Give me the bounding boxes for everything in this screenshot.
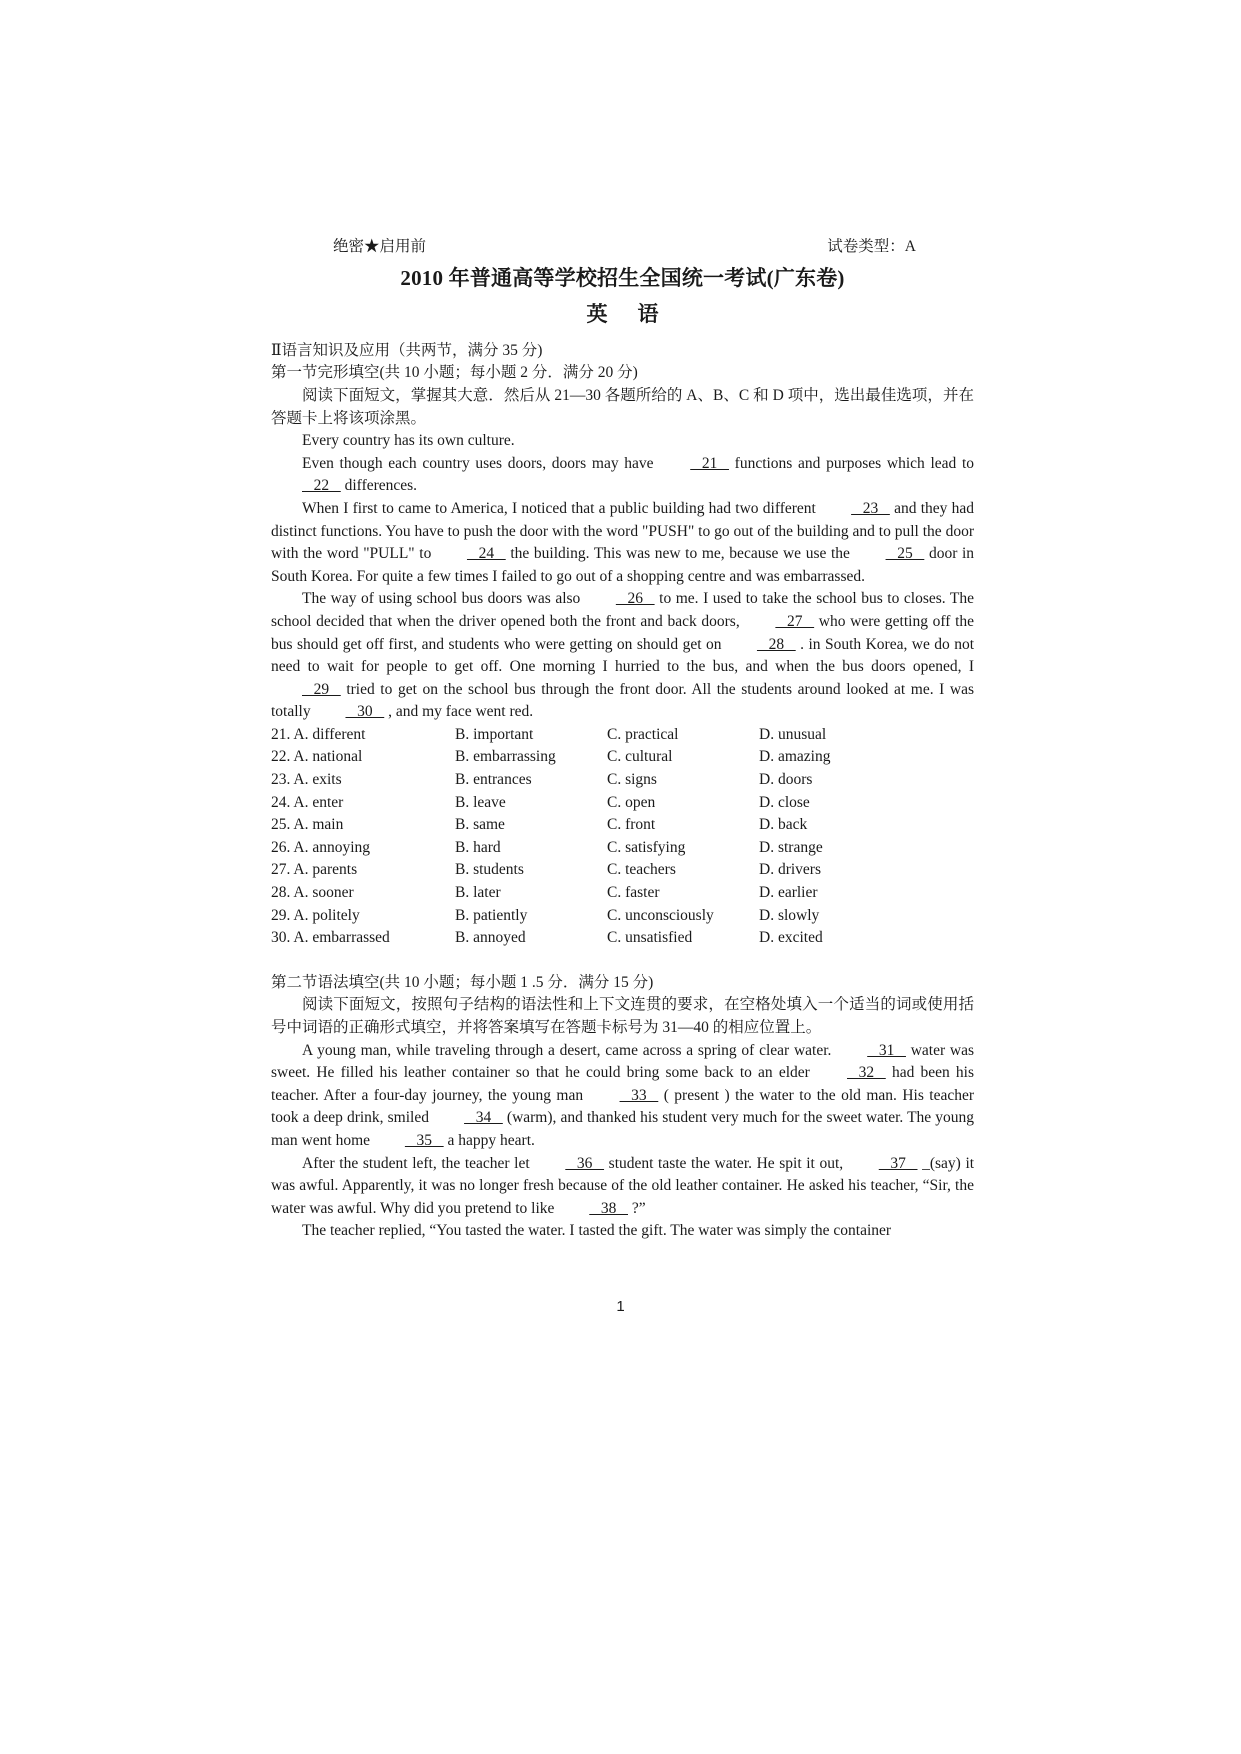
passage1-para1: Every country has its own culture. [302,432,515,450]
option: B. leave [455,793,506,811]
header [271,236,974,259]
option: C. front [607,816,656,834]
option: D. slowly [759,906,820,924]
option: 27. A. parents [271,861,358,879]
option: C. faster [607,884,660,902]
option: 30. A. embarrassed [271,929,390,947]
option: 26. A. annoying [271,838,371,856]
options-table [271,724,974,950]
subject-title: 英语 [586,302,689,327]
blank-32: 32 [847,1064,886,1082]
option: 21. A. different [271,725,366,743]
blank-34: 34 [464,1109,503,1127]
passage1-para4: The way of using school bus doors was also 26 to me. I used to take the school bus to closes. The school decided that when the driver opened both the front and back doors, 27 who were getting off the bus should get off first, and students who were getting on should get on 28 . in South Korea, we do not need to wait for people to get off. One morning I hurried to the bus, and when the bus doors opened, I 29 tried to get on the school bus through the front door. All the students around looked at me. I was totally 30 , and my face went red. [271,588,974,724]
blank-30: 30 [345,703,385,721]
option: 23. A. exits [271,771,342,789]
blank-24: 24 [466,545,506,563]
option: 28. A. sooner [271,884,354,902]
option: D. back [759,816,808,834]
part2-title: 第二节语法填空(共 10 小题；每小题 1 .5 分．满分 15 分) [271,973,654,991]
blank-26: 26 [615,590,655,608]
option: 22. A. national [271,748,363,766]
passage1-para3: When I first to came to America, I noticed that a public building had two different 23 and they had distinct functions. You have to push the door with the word "PUSH" to go out of the building and to pull the door with the word "PULL" to 24 the building. This was new to me, because we use the 25 door in South Korea. For quite a few times I failed to go out of a shopping centre and was embarrassed. [271,499,975,585]
blank-35: 35 [404,1131,444,1149]
paper-type-label: 试卷类型：A [827,238,916,255]
blank-22: 22 [302,477,341,495]
option: C. cultural [607,748,673,766]
option: B. annoyed [455,929,526,947]
option: D. excited [759,929,823,947]
blank-33: 33 [619,1086,659,1104]
part1-instructions: 阅读下面短文，掌握其大意．然后从 21—30 各题所给的 A、B、C 和 D 项中，选出最佳选项，并在答题卡上将该项涂黑。 [271,386,974,427]
part2-instructions: 阅读下面短文，按照句子结构的语法性和上下文连贯的要求，在空格处填入一个适当的词或使用括号中词语的正确形式填空，并将答案填写在答题卡标号为 31—40 的相应位置上。 [271,996,974,1036]
option: B. same [455,816,505,834]
option: C. practical [607,725,679,743]
option: C. unsatisfied [607,929,693,947]
option: D. strange [759,838,823,856]
option: B. important [455,725,534,743]
passage2-para3: The teacher replied, “You tasted the water. I tasted the gift. The water was simply the container [302,1222,892,1240]
option: 25. A. main [271,816,344,834]
option: D. amazing [759,748,831,766]
option: D. close [759,793,810,811]
exam-content [271,236,974,1243]
option: B. entrances [455,771,532,789]
passage2-para1: A young man, while traveling through a desert, came across a spring of clear water. 31 water was sweet. He filled his leather container so that he could bring some back to an elder 32 had been his teacher. After a four-day journey, the young man 33 ( present ) the water to the old man. His teacher took a deep drink, smiled 34 (warm), and thanked his student very much for the sweet water. The young man went home 35 a happy heart. [271,1040,974,1153]
option: D. drivers [759,861,821,879]
blank-37: 37 [878,1154,918,1172]
option: B. students [455,861,524,879]
option: C. open [607,793,656,811]
option: C. satisfying [607,838,686,856]
spacer [271,950,974,972]
option: D. earlier [759,884,818,902]
option: C. unconsciously [607,906,714,924]
page-number: 1 [616,1298,625,1315]
option: B. embarrassing [455,748,556,766]
option: B. patiently [455,906,528,924]
option: 29. A. politely [271,906,360,924]
section-title: Ⅱ语言知识及应用（共两节，满分 35 分) [271,341,543,359]
option: B. later [455,884,501,902]
exam-title: 2010 年普通高等学校招生全国统一考试(广东卷) [400,265,845,290]
option: C. signs [607,771,657,789]
option: D. doors [759,771,813,789]
blank-28: 28 [756,635,796,653]
blank-36: 36 [565,1154,605,1172]
blank-38: 38 [589,1199,628,1217]
option: C. teachers [607,861,676,879]
option: B. hard [455,838,501,856]
confidential-label: 绝密★启用前 [333,238,427,255]
passage1-para2: Even though each country uses doors, doors may have 21 functions and purposes which lead to 22 differences. [271,453,974,498]
blank-23: 23 [851,499,890,517]
blank-29: 29 [302,680,341,698]
blank-31: 31 [867,1041,906,1059]
option: D. unusual [759,725,827,743]
part1-title: 第一节完形填空(共 10 小题；每小题 2 分．满分 20 分) [271,364,638,382]
blank-21: 21 [690,454,729,472]
blank-27: 27 [775,612,815,630]
passage2-para2: After the student left, the teacher let 36 student taste the water. He spit it out, 37 _(say) it was awful. Apparently, it was no longer fresh because of the old leather container. He asked his teacher, “Sir, the water was awful. Why did you pretend to like 38 ?” [271,1153,974,1221]
option: 24. A. enter [271,793,344,811]
blank-25: 25 [885,545,925,563]
